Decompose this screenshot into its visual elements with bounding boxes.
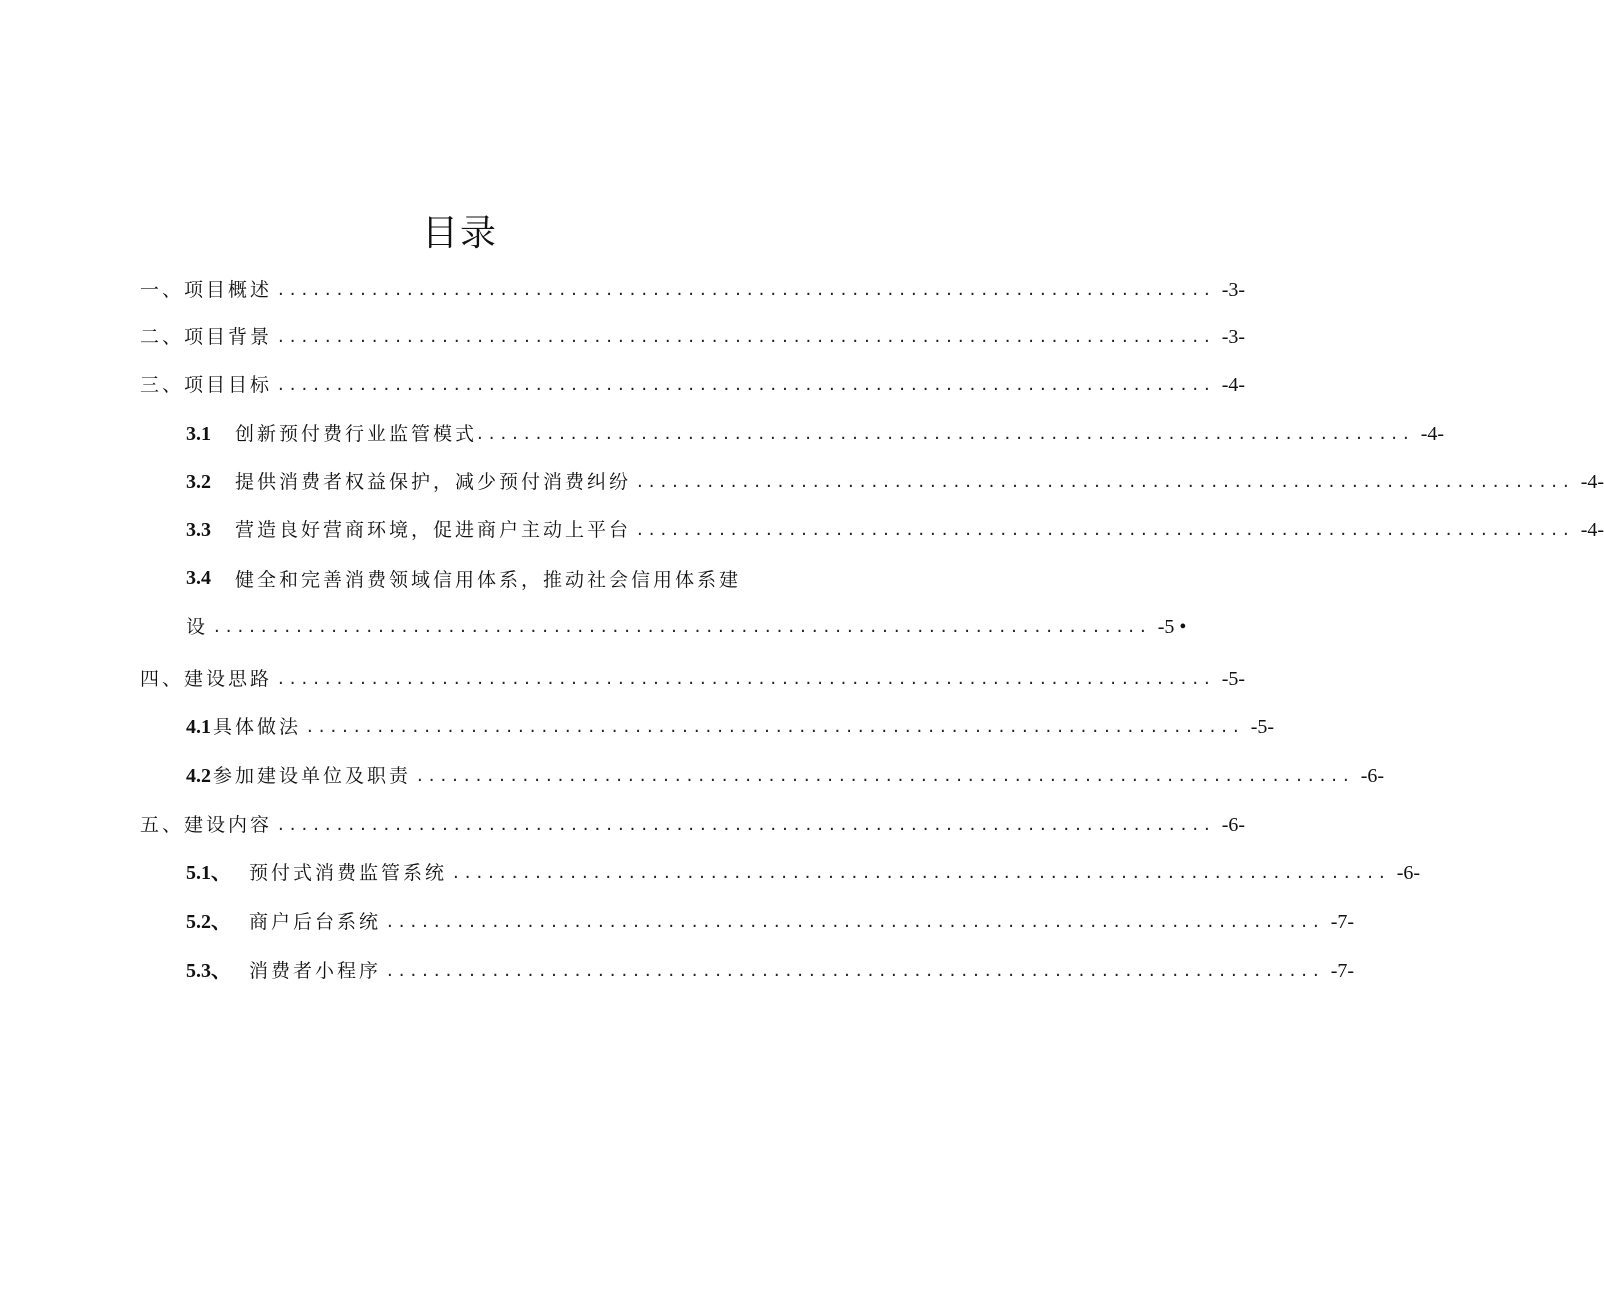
toc-number: 三、 — [140, 374, 185, 396]
toc-page-number: -6- — [1360, 765, 1385, 787]
toc-page-number: -3- — [1221, 326, 1246, 348]
toc-entry[interactable] — [140, 369, 1246, 401]
toc-entry[interactable] — [140, 809, 1246, 841]
toc-number: 3.4 — [186, 566, 211, 589]
toc-title: 参加建设单位及职责 — [213, 765, 412, 787]
page-title: 目录 — [421, 213, 498, 254]
toc-page-number: -4- — [1420, 423, 1445, 445]
toc-entry[interactable] — [140, 663, 1246, 695]
toc-number: 5.3、 — [186, 960, 231, 982]
toc-number: 3.1 — [186, 423, 211, 445]
toc-page-number: -4- — [1580, 519, 1604, 541]
toc-entry[interactable] — [186, 514, 1604, 546]
toc-entry[interactable] — [186, 906, 1355, 938]
toc-number: 五、 — [140, 814, 185, 836]
toc-title: 项目目标 — [184, 374, 273, 396]
toc-entry[interactable] — [186, 711, 1275, 743]
toc-leader: ................................................................................ — [278, 279, 1216, 300]
toc-title-continuation: 设 — [186, 616, 209, 638]
toc-title: 提供消费者权益保护，减少预付消费纠纷 — [235, 471, 632, 493]
toc-title: 预付式消费监管系统 — [249, 862, 448, 884]
toc-page-number: -5 • — [1157, 616, 1187, 638]
toc-entry[interactable] — [140, 321, 1246, 353]
toc-number: 5.2、 — [186, 911, 231, 933]
toc-number: 二、 — [140, 326, 185, 348]
toc-entry[interactable] — [186, 466, 1604, 498]
toc-title: 消费者小程序 — [249, 960, 382, 982]
toc-title: 项目概述 — [184, 279, 273, 301]
toc-leader: ................................................................................ — [453, 862, 1391, 883]
toc-leader: ................................................................................ — [278, 374, 1216, 395]
toc-page-number: -4- — [1221, 374, 1246, 396]
toc-title: 建设思路 — [184, 668, 273, 690]
toc-entry[interactable] — [186, 562, 786, 594]
toc-page-number: -4- — [1580, 471, 1604, 493]
toc-number: 3.3 — [186, 519, 211, 541]
toc-leader: ................................................................................ — [387, 911, 1325, 932]
toc-number: 4.2 — [186, 765, 211, 787]
toc-entry[interactable] — [186, 760, 1385, 792]
toc-title: 项目背景 — [184, 326, 273, 348]
toc-page-number: -6- — [1221, 814, 1246, 836]
toc-page-number: -3- — [1221, 279, 1246, 301]
toc-entry[interactable] — [186, 857, 1421, 889]
toc-number: 四、 — [140, 668, 185, 690]
toc-leader: ................................................................................ — [307, 716, 1245, 737]
toc-title: 创新预付费行业监管模式 — [235, 423, 478, 445]
toc-title: 具体做法 — [213, 716, 302, 738]
toc-leader: ................................................................................ — [417, 765, 1355, 786]
toc-number: 一、 — [140, 279, 185, 301]
toc-leader: ................................................................................ — [278, 668, 1216, 689]
toc-leader: ................................................................................ — [637, 471, 1575, 492]
toc-title: 健全和完善消费领域信用体系，推动社会信用体系建 — [235, 568, 742, 591]
toc-leader: ................................................................................ — [278, 326, 1216, 347]
toc-entry[interactable] — [186, 418, 1445, 450]
toc-leader: ................................................................................ — [387, 960, 1325, 981]
toc-title: 营造良好营商环境，促进商户主动上平台 — [235, 519, 632, 541]
toc-number: 3.2 — [186, 471, 211, 493]
toc-page-number: -5- — [1221, 668, 1246, 690]
toc-leader: ................................................................................ — [477, 423, 1415, 444]
toc-number: 5.1、 — [186, 862, 231, 884]
toc-entry[interactable] — [140, 274, 1246, 306]
toc-number: 4.1 — [186, 716, 211, 738]
toc-title: 商户后台系统 — [249, 911, 382, 933]
toc-leader: ................................................................................ — [214, 616, 1152, 637]
toc-entry-continuation[interactable] — [186, 611, 1187, 643]
toc-leader: ................................................................................ — [278, 814, 1216, 835]
toc-page-number: -7- — [1330, 911, 1355, 933]
toc-entry[interactable] — [186, 955, 1355, 987]
toc-leader: ................................................................................ — [637, 519, 1575, 540]
toc-page-number: -5- — [1250, 716, 1275, 738]
toc-page-number: -7- — [1330, 960, 1355, 982]
toc-title: 建设内容 — [184, 814, 273, 836]
toc-page-number: -6- — [1396, 862, 1421, 884]
